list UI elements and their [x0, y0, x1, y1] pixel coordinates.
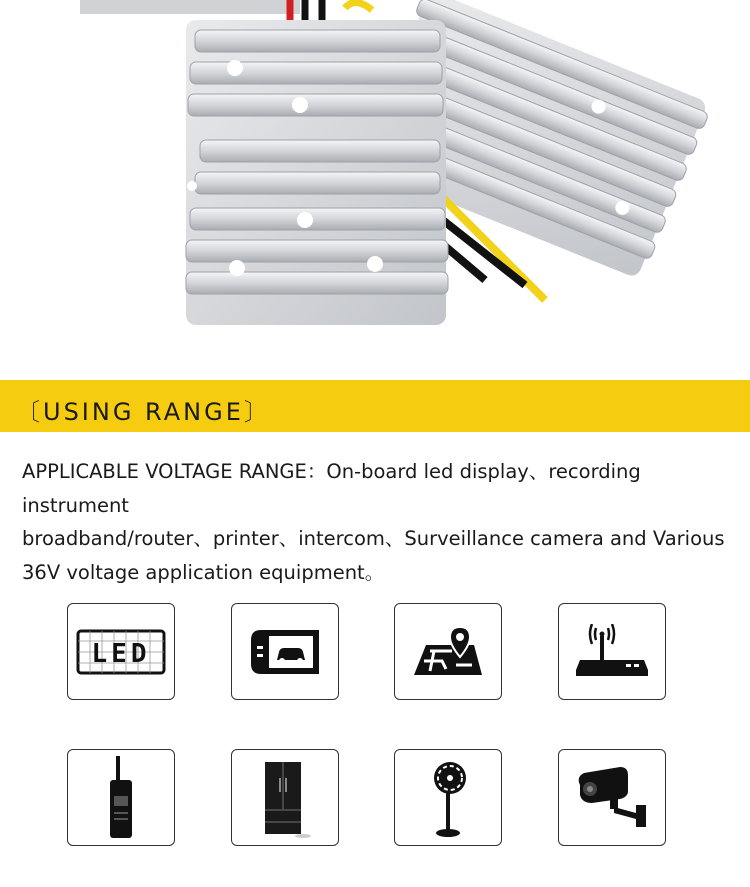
car-monitor-icon — [231, 603, 339, 700]
product-photo — [0, 0, 750, 345]
walkie-talkie-icon — [67, 749, 175, 846]
fan-icon — [394, 749, 502, 846]
using-range-banner — [0, 380, 750, 432]
led-label: LED — [91, 638, 151, 669]
description-text: APPLICABLE VOLTAGE RANGE：On-board led display、recording instrument broadband/router、printer、intercom、Surveillance camera and Various 36V voltage application equipment。 — [22, 460, 725, 584]
section-title: 〔USING RANGE〕 — [16, 398, 271, 426]
refrigerator-icon — [231, 749, 339, 846]
wifi-router-icon — [558, 603, 666, 700]
gps-navigation-icon — [394, 603, 502, 700]
security-camera-icon — [558, 749, 666, 846]
dc-converter-image — [0, 0, 750, 345]
led-display-icon — [67, 603, 175, 700]
